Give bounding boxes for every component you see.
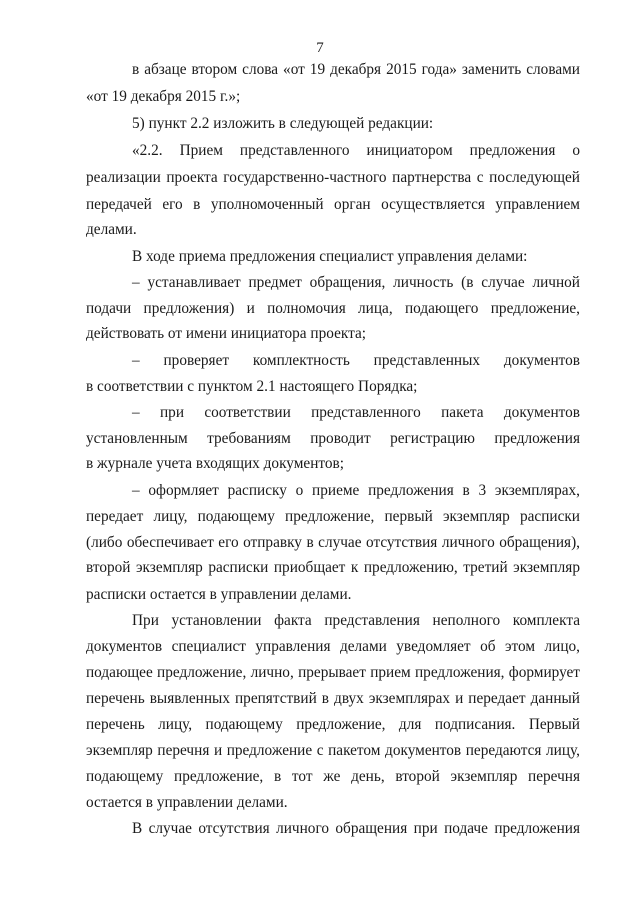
- text-line: реализации проекта государственно-частного партнерства с последующей: [86, 169, 580, 186]
- text-line: передает лицу, подающему предложение, первый экземпляр расписки: [86, 508, 580, 525]
- text-line: – устанавливает предмет обращения, личность (в случае личной: [132, 274, 580, 291]
- text-line: – при соответствии представленного пакета документов: [132, 404, 580, 421]
- text-line: «2.2. Прием представленного инициатором предложения о: [132, 142, 580, 159]
- text-line: перечень лицу, подающему предложение, для подписания. Первый: [86, 716, 580, 733]
- text-line: действовать от имени инициатора проекта;: [86, 325, 367, 342]
- text-line: В ходе приема предложения специалист управления делами:: [132, 248, 528, 265]
- text-line: перечень выявленных препятствий в двух экземплярах и передает данный: [86, 690, 580, 707]
- page-number: 7: [316, 40, 324, 56]
- text-line: – оформляет расписку о приеме предложения в 3 экземплярах,: [132, 482, 580, 499]
- text-line: подающее предложение, лично, прерывает прием предложения, формирует: [86, 664, 580, 681]
- text-line: подачи предложения) и полномочия лица, подающего предложение,: [86, 300, 580, 317]
- text-line: В случае отсутствия личного обращения при подаче предложения: [132, 820, 580, 837]
- text-line: При установлении факта представления неполного комплекта: [132, 612, 580, 629]
- text-line: в журнале учета входящих документов;: [86, 455, 344, 472]
- text-line: установленным требованиям проводит регистрацию предложения: [86, 430, 580, 447]
- text-line: расписки остается в управлении делами.: [86, 586, 352, 603]
- text-line: в абзаце втором слова «от 19 декабря 2015 года» заменить словами: [132, 61, 580, 78]
- text-line: в соответствии с пунктом 2.1 настоящего Порядка;: [86, 378, 418, 395]
- text-line: подающему предложение, в тот же день, второй экземпляр перечня: [86, 768, 580, 785]
- text-line: передачей его в уполномоченный орган осуществляется управлением: [86, 196, 580, 213]
- text-line: 5) пункт 2.2 изложить в следующей редакции:: [132, 115, 434, 132]
- text-line: остается в управлении делами.: [86, 794, 288, 811]
- text-line: делами.: [86, 221, 137, 238]
- text-line: (либо обеспечивает его отправку в случае отсутствия личного обращения),: [86, 534, 580, 551]
- text-line: второй экземпляр расписки приобщает к предложению, третий экземпляр: [86, 559, 580, 576]
- text-line: – проверяет комплектность представленных документов: [132, 352, 580, 369]
- text-line: документов специалист управления делами уведомляет об этом лицо,: [86, 638, 580, 655]
- text-line: «от 19 декабря 2015 г.»;: [86, 88, 241, 105]
- text-line: экземпляр перечня и предложение с пакетом документов передаются лицу,: [86, 742, 580, 759]
